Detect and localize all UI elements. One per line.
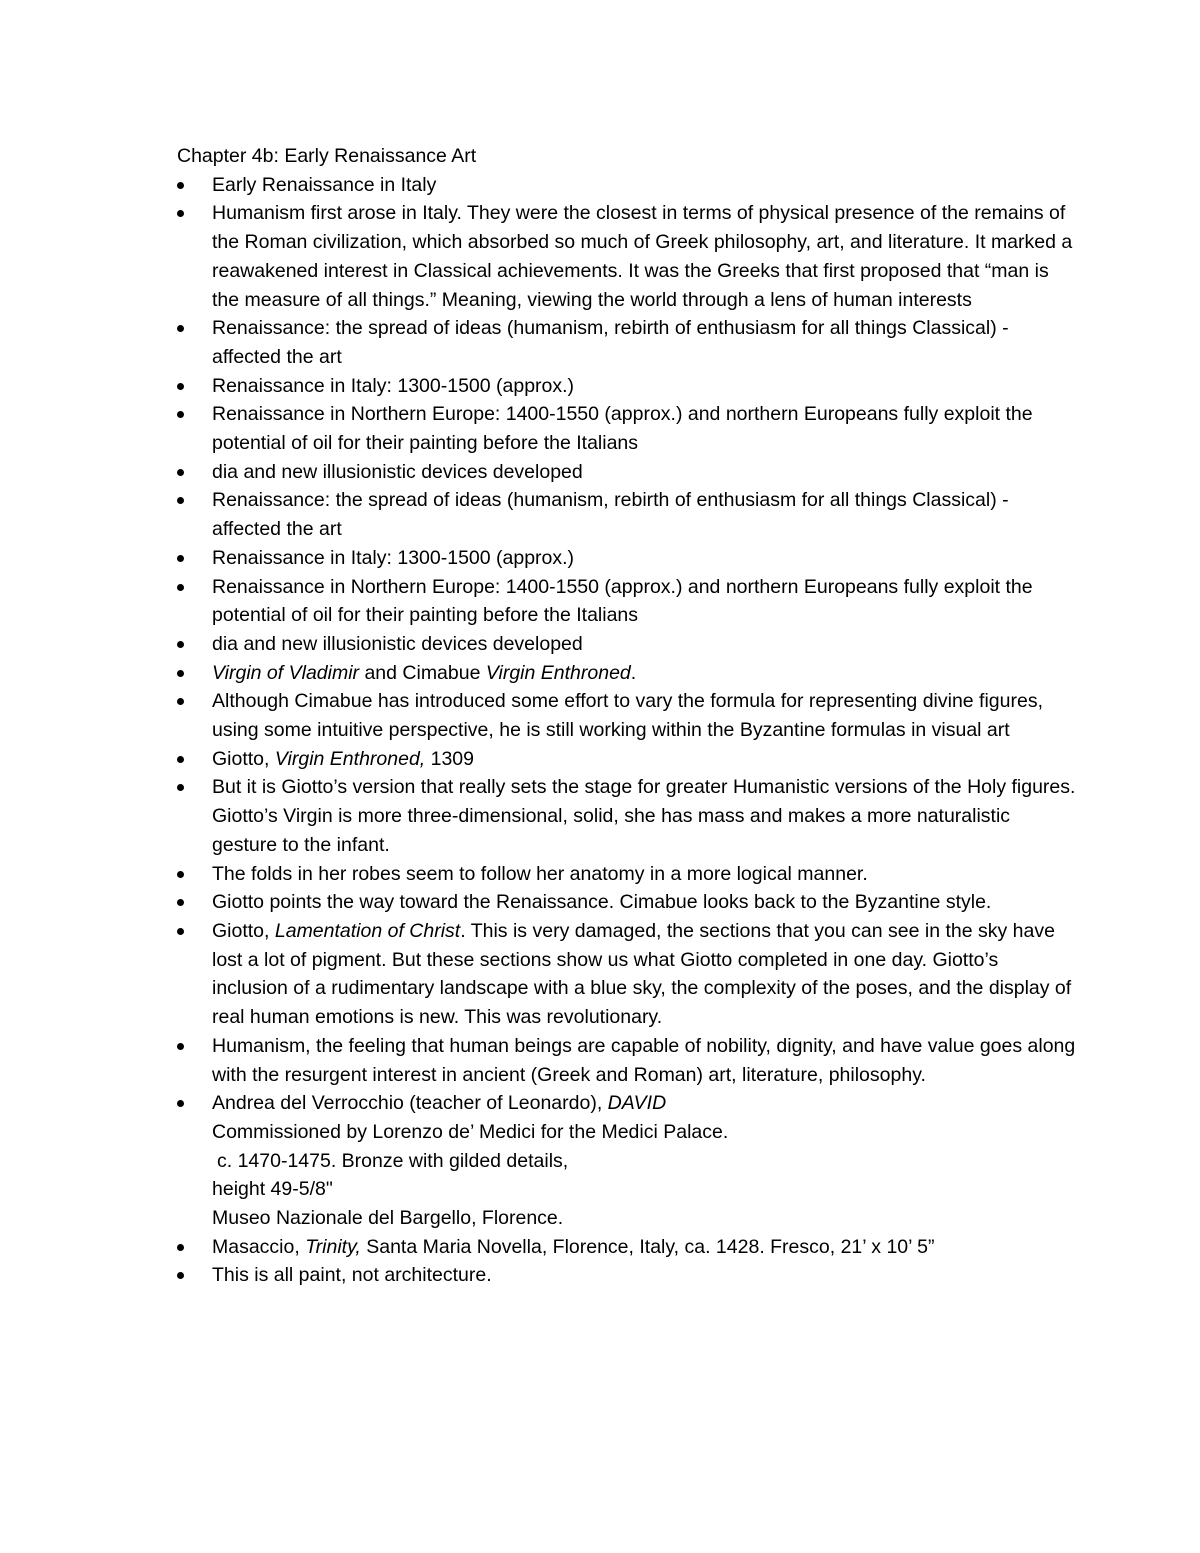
bullet-icon (177, 641, 184, 648)
bullet-icon (177, 584, 184, 591)
artwork-title: Virgin Enthroned (485, 661, 631, 684)
artwork-title: Trinity, (305, 1235, 361, 1258)
list-item (177, 544, 1077, 573)
list-item (177, 199, 1077, 314)
bullet-list (177, 171, 1077, 1290)
artwork-title: Virgin Enthroned, (274, 747, 426, 770)
list-item (177, 860, 1077, 889)
bullet-icon (177, 497, 184, 504)
bullet-icon (177, 210, 184, 217)
bullet-icon (177, 899, 184, 906)
artwork-title: DAVID (607, 1092, 667, 1115)
list-item (177, 745, 1077, 774)
list-item-text: But it is Giotto’s version that really sets the stage for greater Humanistic versions of the Holy figures. Giotto’s Virgin is more three-dimensional, solid, she has mass and makes a more naturalistic gesture to the infant. (212, 776, 1076, 856)
list-item-text: Humanism first arose in Italy. They were the closest in terms of physical presence of the remains of the Roman civilization, which absorbed so much of Greek philosophy, art, and literature. It marked a reawakened interest in Classical achievements. It was the Greeks that first proposed that “man is the measure of all things.” Meaning, viewing the world through a lens of human interests (212, 202, 1073, 311)
artwork-title: Lamentation of Christ (274, 919, 461, 942)
list-item-text: Giotto, (212, 747, 275, 770)
list-item-text: The folds in her robes seem to follow her anatomy in a more logical manner. (212, 862, 868, 885)
list-item (177, 400, 1077, 457)
list-item (177, 314, 1077, 371)
list-item (177, 171, 1077, 200)
list-item (177, 917, 1077, 1032)
bullet-icon (177, 555, 184, 562)
artwork-detail-line: c. 1470-1475. Bronze with gilded details, (217, 1149, 569, 1172)
list-item (177, 1032, 1077, 1089)
list-item-text: dia and new illusionistic devices developed (212, 460, 583, 483)
bullet-icon (177, 698, 184, 705)
list-item (177, 372, 1077, 401)
list-item (177, 773, 1077, 859)
list-item (177, 630, 1077, 659)
list-item-text: Masaccio, (212, 1235, 306, 1258)
list-item-text: Andrea del Verrocchio (teacher of Leonardo), (212, 1092, 608, 1115)
list-item (177, 1233, 1077, 1262)
list-item (177, 687, 1077, 744)
list-item-text: Renaissance in Northern Europe: 1400-1550 (approx.) and northern Europeans fully exploit the potential of oil for their painting before the Italians (212, 403, 1033, 455)
list-item (177, 458, 1077, 487)
bullet-icon (177, 469, 184, 476)
list-item (177, 486, 1077, 543)
document-title: Chapter 4b: Early Renaissance Art (177, 145, 477, 167)
bullet-icon (177, 383, 184, 390)
list-item-text: Renaissance: the spread of ideas (humanism, rebirth of enthusiasm for all things Classical) - affected the art (212, 317, 1009, 368)
list-item-text: Although Cimabue has introduced some effort to vary the formula for representing divine figures, using some intuitive perspective, he is still working within the Byzantine formulas in visual art (212, 690, 1044, 742)
list-item-text: Renaissance in Northern Europe: 1400-1550 (approx.) and northern Europeans fully exploit the potential of oil for their painting before the Italians (212, 575, 1033, 627)
list-item-text: . (630, 661, 637, 684)
list-item-text: Santa Maria Novella, Florence, Italy, ca. 1428. Fresco, 21’ x 10’ 5” (360, 1235, 935, 1258)
list-item (177, 1261, 1077, 1290)
artwork-detail-line: Commissioned by Lorenzo de’ Medici for the Medici Palace. (212, 1120, 729, 1143)
artwork-detail-line: Museo Nazionale del Bargello, Florence. (212, 1207, 564, 1230)
bullet-icon (177, 1272, 184, 1279)
list-item-text: . This is very damaged, the sections that you can see in the sky have lost a lot of pigment. But these sections show us what Giotto completed in one day. Giotto’s inclusion of a rudimentary landscape with a blue sky, the complexity of the poses, and the display of real human emotions is new. This was revolutionary. (212, 919, 1072, 1029)
list-item (177, 573, 1077, 630)
bullet-icon (177, 1244, 184, 1251)
list-item-text: dia and new illusionistic devices developed (212, 632, 583, 655)
list-item (177, 659, 1077, 688)
bullet-icon (177, 670, 184, 677)
bullet-icon (177, 871, 184, 878)
list-item-text: and Cimabue (359, 661, 486, 684)
bullet-icon (177, 325, 184, 332)
list-item-text: Humanism, the feeling that human beings are capable of nobility, dignity, and have value goes along with the resurgent interest in ancient (Greek and Roman) art, literature, philosophy. (212, 1034, 1076, 1086)
list-item-text: This is all paint, not architecture. (212, 1264, 492, 1287)
list-item-text: Renaissance in Italy: 1300-1500 (approx.) (212, 546, 575, 569)
list-item-text: Renaissance in Italy: 1300-1500 (approx.) (212, 374, 575, 397)
list-item-text: Giotto points the way toward the Renaissance. Cimabue looks back to the Byzantine style. (212, 891, 992, 914)
list-item (177, 1089, 1077, 1233)
artwork-detail-line: height 49-5/8" (212, 1178, 333, 1201)
bullet-icon (177, 182, 184, 189)
bullet-icon (177, 928, 184, 935)
bullet-icon (177, 411, 184, 418)
bullet-icon (177, 784, 184, 791)
bullet-icon (177, 1100, 184, 1107)
artwork-title: Virgin of Vladimir (212, 661, 360, 684)
list-item-text: Giotto, (212, 919, 275, 942)
bullet-icon (177, 1043, 184, 1050)
bullet-icon (177, 756, 184, 763)
list-item-text: 1309 (425, 747, 475, 770)
list-item (177, 888, 1077, 917)
list-item-text: Renaissance: the spread of ideas (humanism, rebirth of enthusiasm for all things Classical) - affected the art (212, 489, 1009, 541)
list-item-text: Early Renaissance in Italy (212, 173, 437, 196)
document-body (177, 142, 1077, 1290)
